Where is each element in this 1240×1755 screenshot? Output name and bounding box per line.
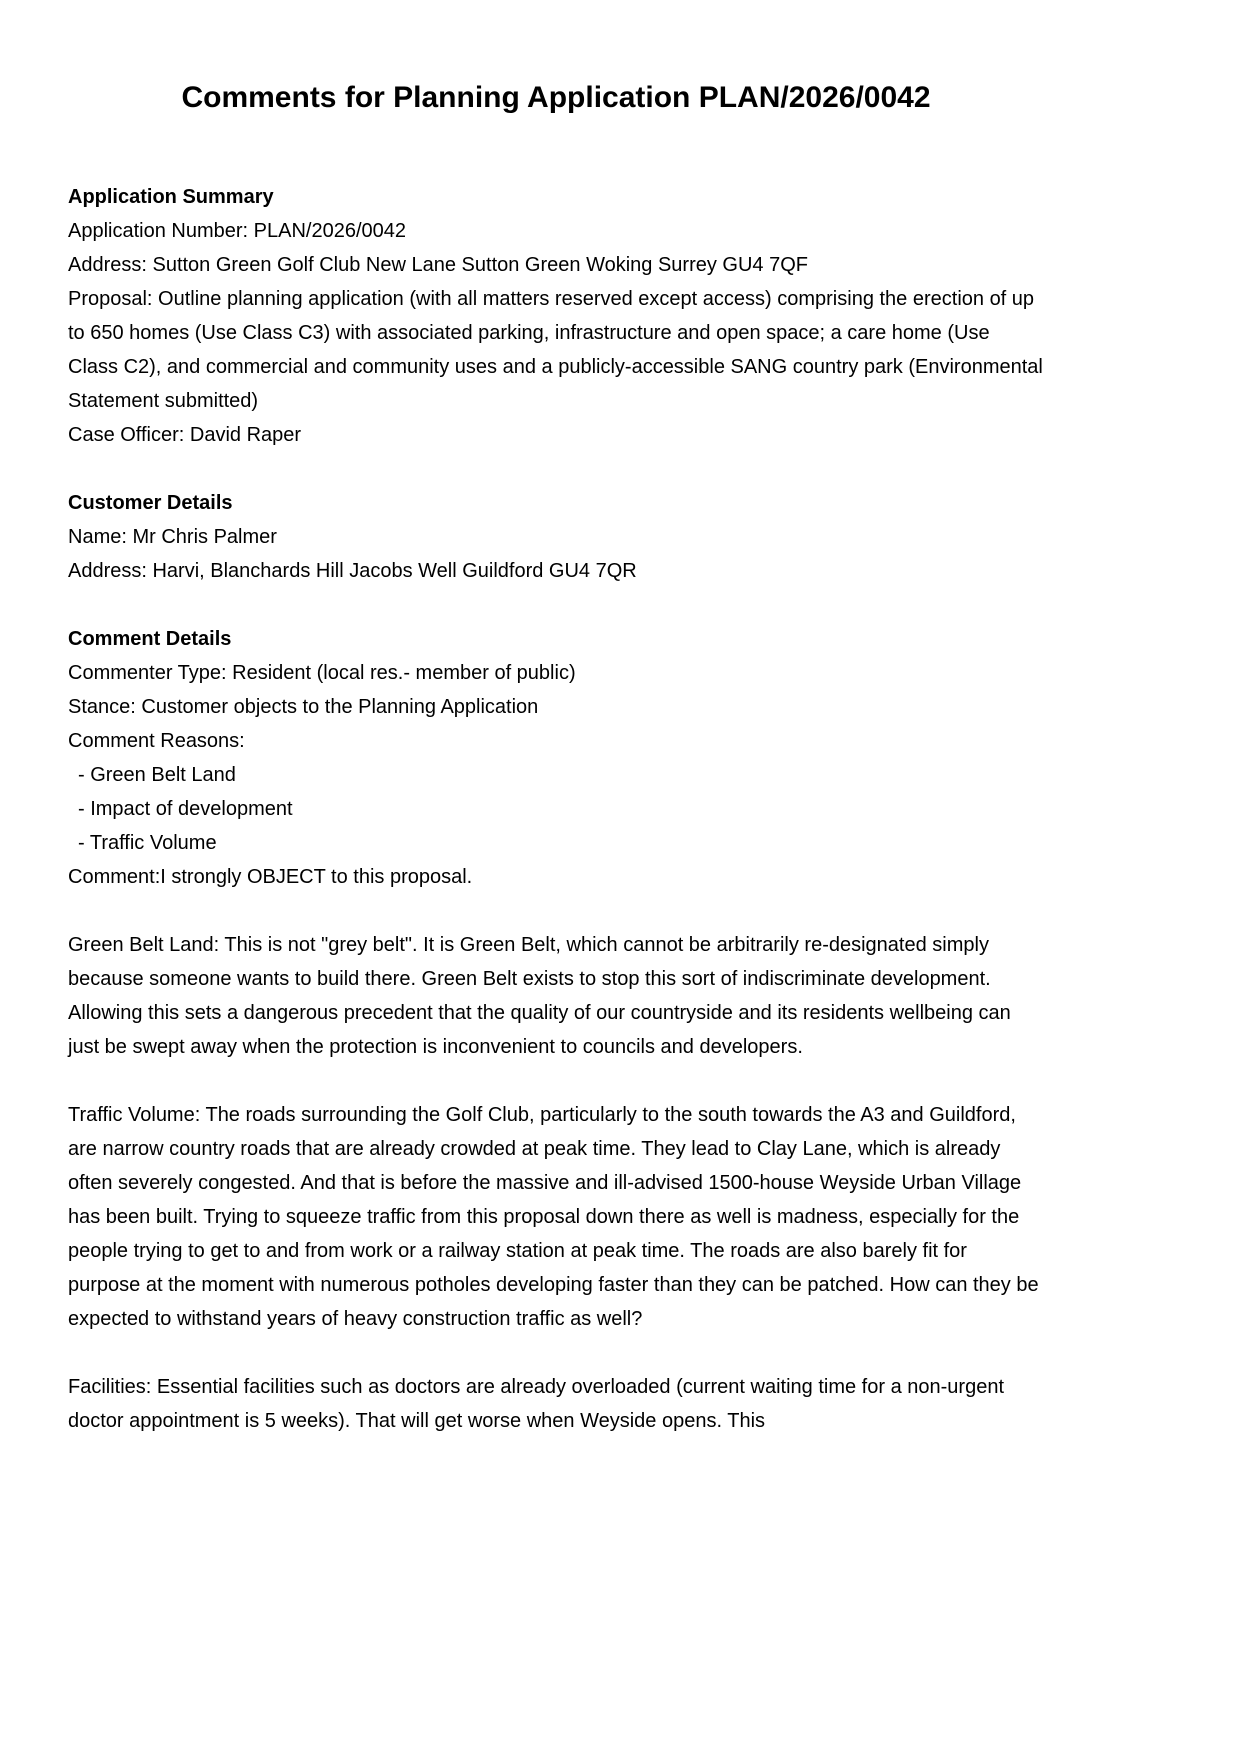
comment-intro-line: Comment:I strongly OBJECT to this proposal. [68,866,473,888]
proposal-line: Proposal: Outline planning application (with all matters reserved except access) comprising the erection of up to 650 homes (Use Class C3) with associated parking, infrastructure and open space; a care home (Use Class C2), and commercial and community uses and a publicly-accessible SANG country park (Environmental Statement submitted) [68,288,1043,412]
customer-name-line: Name: Mr Chris Palmer [68,526,277,548]
customer-details-section [68,486,1044,588]
comment-paragraph-green-belt: Green Belt Land: This is not "grey belt". It is Green Belt, which cannot be arbitrarily re-designated simply because someone wants to build there. Green Belt exists to stop this sort of indiscriminate development. Allowing this sets a dangerous precedent that the quality of our countryside and its residents wellbeing can just be swept away when the protection is inconvenient to councils and developers. [68,934,1011,1058]
comment-details-section [68,622,1044,1438]
customer-details-heading: Customer Details [68,492,233,514]
case-officer-line: Case Officer: David Raper [68,424,302,446]
commenter-type-line: Commenter Type: Resident (local res.- member of public) [68,662,576,684]
customer-address-line: Address: Harvi, Blanchards Hill Jacobs Well Guildford GU4 7QR [68,560,637,582]
comment-reasons-label: Comment Reasons: [68,730,245,752]
comment-reason-item: - Impact of development [78,798,293,820]
application-address-line: Address: Sutton Green Golf Club New Lane Sutton Green Woking Surrey GU4 7QF [68,254,808,276]
application-summary-heading: Application Summary [68,186,274,208]
comment-paragraph-traffic-volume: Traffic Volume: The roads surrounding the Golf Club, particularly to the south towards the A3 and Guildford, are narrow country roads that are already crowded at peak time. They lead to Clay Lane, which is already often severely congested. And that is before the massive and ill-advised 1500-house Weyside Urban Village has been built. Trying to squeeze traffic from this proposal down there as well is madness, especially for the people trying to get to and from work or a railway station at peak time. The roads are also barely fit for purpose at the moment with numerous potholes developing faster than they can be patched. How can they be expected to withstand years of heavy construction traffic as well? [68,1104,1039,1330]
document-title: Comments for Planning Application PLAN/2026/0042 [181,81,931,114]
comment-reason-item: - Traffic Volume [78,832,217,854]
stance-line: Stance: Customer objects to the Planning Application [68,696,539,718]
comment-paragraph-facilities: Facilities: Essential facilities such as doctors are already overloaded (current waiting time for a non-urgent doctor appointment is 5 weeks). That will get worse when Weyside opens. This [68,1376,1004,1432]
application-summary-section [68,180,1044,452]
comment-details-heading: Comment Details [68,628,232,650]
comment-reason-item: - Green Belt Land [78,764,236,786]
application-number-line: Application Number: PLAN/2026/0042 [68,220,406,242]
